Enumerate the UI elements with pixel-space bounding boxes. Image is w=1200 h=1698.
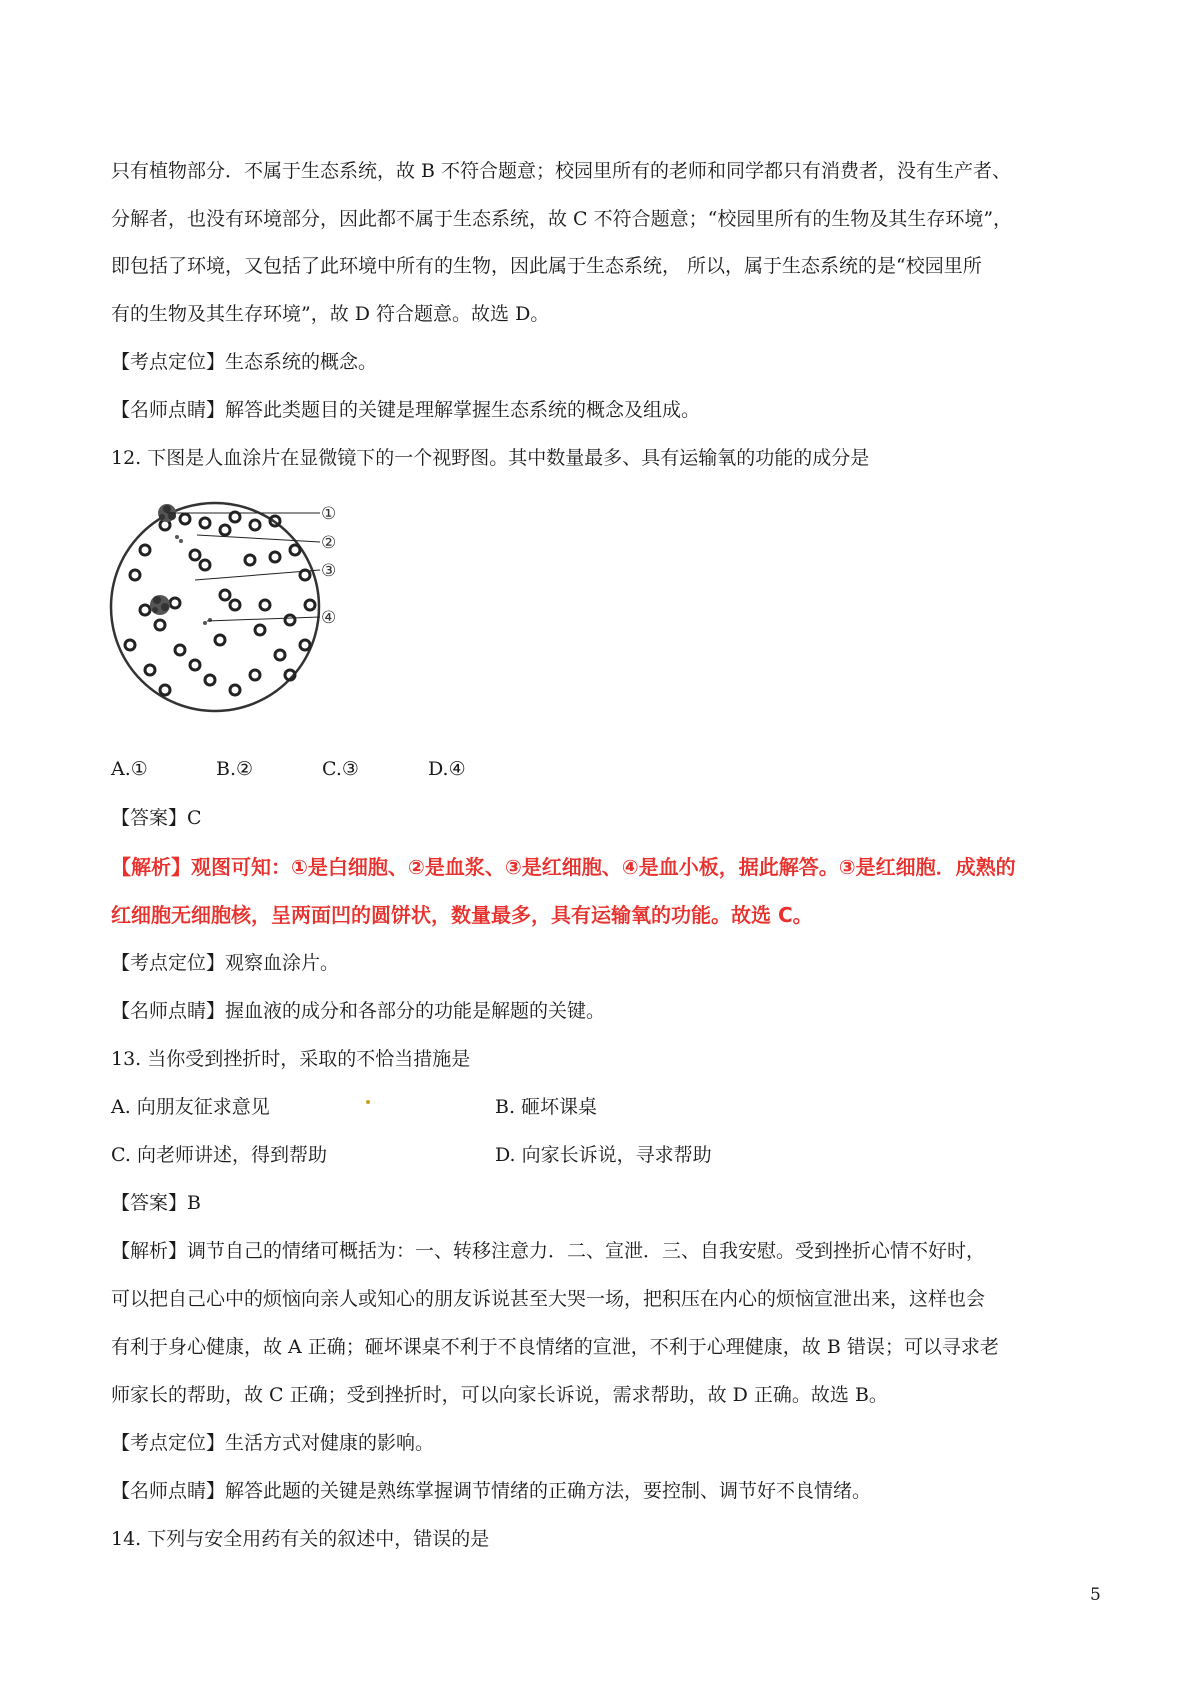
blood-smear-figure xyxy=(105,495,375,725)
q13-tip: 【名师点睛】解答此题的关键是熟练掌握调节情绪的正确方法，要控制、调节好不良情绪。 xyxy=(111,1480,872,1502)
q13-point: 【考点定位】生活方式对健康的影响。 xyxy=(111,1432,435,1454)
label-3: ③ xyxy=(321,561,337,581)
page-number: 5 xyxy=(1090,1585,1101,1605)
q11-point: 【考点定位】生态系统的概念。 xyxy=(111,351,378,373)
q13-analysis-line-2: 可以把自己心中的烦恼向亲人或知心的朋友诉说甚至大哭一场，把积压在内心的烦恼宣泄出来，这样也会 xyxy=(111,1288,986,1310)
q13-analysis-line-3: 有利于身心健康，故 A 正确；砸坏课桌不利于不良情绪的宣泄，不利于心理健康，故 B 错误；可以寻求老 xyxy=(111,1336,999,1358)
label-4: ④ xyxy=(321,608,337,628)
q12-option-a: A.① xyxy=(111,758,148,780)
q11-tip: 【名师点睛】解答此类题目的关键是理解掌握生态系统的概念及组成。 xyxy=(111,399,701,421)
q11-analysis-line-2: 分解者，也没有环境部分，因此都不属于生态系统，故 C 不符合题意；“校园里所有的生物及其生存环境”， xyxy=(111,208,1013,230)
q11-analysis-line-1: 只有植物部分．不属于生态系统，故 B 不符合题意；校园里所有的老师和同学都只有消费者，没有生产者、 xyxy=(111,160,1012,182)
q12-tip: 【名师点睛】握血液的成分和各部分的功能是解题的关键。 xyxy=(111,1000,606,1022)
q13-analysis-line-1: 【解析】调节自己的情绪可概括为：一、转移注意力．二、宣泄．三、自我安慰。受到挫折心情不好时， xyxy=(111,1240,986,1262)
q13-stem: 13. 当你受到挫折时，采取的不恰当措施是 xyxy=(111,1048,471,1070)
q11-analysis-line-3: 即包括了环境，又包括了此环境中所有的生物，因此属于生态系统， 所以，属于生态系统的是“校园里所 xyxy=(111,255,982,277)
q12-option-b: B.② xyxy=(216,758,254,780)
q12-answer: 【答案】C xyxy=(111,807,202,829)
figure-labels xyxy=(321,504,336,628)
q13-option-b: B. 砸坏课桌 xyxy=(495,1096,598,1118)
q12-analysis-line-2: 红细胞无细胞核，呈两面凹的圆饼状，数量最多，具有运输氧的功能。故选 C。 xyxy=(111,903,813,927)
q13-answer: 【答案】B xyxy=(111,1192,201,1214)
q12-option-d: D.④ xyxy=(428,758,466,780)
stray-dot xyxy=(366,1100,370,1104)
q12-analysis-line-1: 【解析】观图可知：①是白细胞、②是血浆、③是红细胞、④是血小板，据此解答。③是红细胞．成熟的 xyxy=(111,855,1016,879)
q12-option-c: C.③ xyxy=(322,758,359,780)
q13-option-c: C. 向老师讲述，得到帮助 xyxy=(111,1144,327,1166)
q12-stem: 12. 下图是人血涂片在显微镜下的一个视野图。其中数量最多、具有运输氧的功能的成分是 xyxy=(111,447,870,469)
q13-option-d: D. 向家长诉说，寻求帮助 xyxy=(495,1144,712,1166)
label-2: ② xyxy=(321,533,337,553)
q14-stem: 14. 下列与安全用药有关的叙述中，错误的是 xyxy=(111,1528,490,1550)
q13-analysis-line-4: 师家长的帮助，故 C 正确；受到挫折时，可以向家长诉说，需求帮助，故 D 正确。故选 B。 xyxy=(111,1384,888,1406)
q12-point: 【考点定位】观察血涂片。 xyxy=(111,952,340,974)
q13-option-a: A. 向朋友征求意见 xyxy=(111,1096,270,1118)
q11-analysis-line-4: 有的生物及其生存环境”，故 D 符合题意。故选 D。 xyxy=(111,303,550,325)
label-1: ① xyxy=(321,504,337,524)
